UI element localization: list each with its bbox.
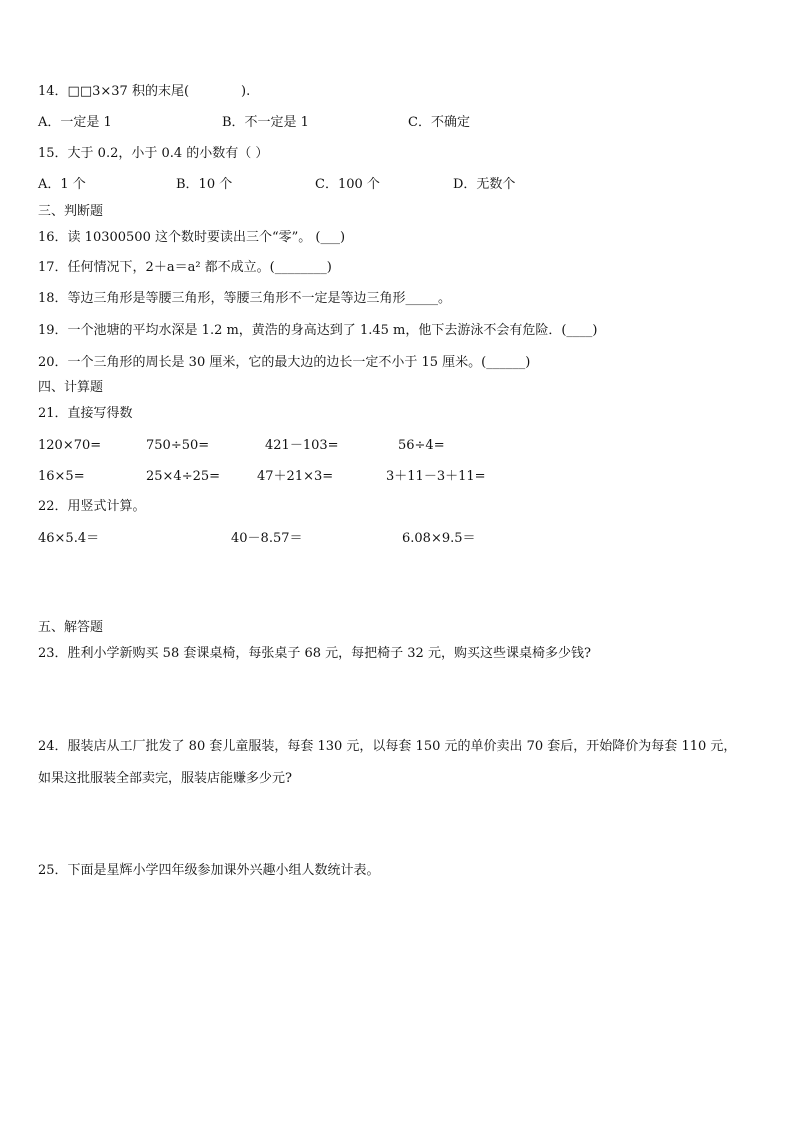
vertical-calc-item: 46×5.4＝: [38, 531, 100, 546]
question-23: 23．胜利小学新购买 58 套课桌椅，每张桌子 68 元，每把椅子 32 元，购买这些课桌椅多少钱?: [38, 646, 591, 661]
q14-option-a: A．一定是 1: [38, 115, 112, 130]
question-14: 14．□□3×37 积的末尾( ).: [38, 84, 251, 99]
calc-item: 16×5=: [38, 469, 85, 484]
q15-option-c: C．100 个: [315, 177, 380, 192]
question-24-line-2: 如果这批服装全部卖完，服装店能赚多少元?: [38, 771, 292, 786]
calc-item: 421－103=: [265, 438, 339, 453]
question-18: 18．等边三角形是等腰三角形，等腰三角形不一定是等边三角形_____。: [38, 291, 452, 306]
calc-item: 120×70=: [38, 438, 102, 453]
question-22: 22．用竖式计算。: [38, 499, 146, 514]
q15-option-d: D．无数个: [453, 177, 516, 192]
question-19: 19．一个池塘的平均水深是 1.2 m，黄浩的身高达到了 1.45 m，他下去游泳不会有危险．(____): [38, 323, 598, 338]
calc-item: 750÷50=: [146, 438, 210, 453]
section-judgement-title: 三、判断题: [38, 204, 104, 219]
vertical-calc-item: 6.08×9.5＝: [402, 531, 476, 546]
section-calculation-title: 四、计算题: [38, 380, 104, 395]
calc-item: 25×4÷25=: [146, 469, 221, 484]
vertical-calc-item: 40－8.57＝: [231, 531, 303, 546]
calc-item: 3＋11－3＋11=: [386, 469, 486, 484]
question-16: 16．读 10300500 这个数时要读出三个“零”。 (___): [38, 230, 346, 245]
question-15: 15．大于 0.2，小于 0.4 的小数有（ ）: [38, 146, 269, 161]
section-solutions-title: 五、解答题: [38, 620, 104, 635]
q15-option-a: A．1 个: [38, 177, 86, 192]
q14-option-c: C．不确定: [408, 115, 470, 130]
question-20: 20．一个三角形的周长是 30 厘米，它的最大边的边长一定不小于 15 厘米。(______): [38, 355, 531, 370]
q15-option-b: B．10 个: [176, 177, 233, 192]
calc-item: 56÷4=: [398, 438, 445, 453]
question-21: 21．直接写得数: [38, 406, 133, 421]
question-24-line-1: 24．服装店从工厂批发了 80 套儿童服装，每套 130 元，以每套 150 元的单价卖出 70 套后，开始降价为每套 110 元，: [38, 739, 737, 754]
question-17: 17．任何情况下，2＋a＝a² 都不成立。(________): [38, 260, 332, 275]
calc-item: 47＋21×3=: [257, 469, 334, 484]
q14-option-b: B．不一定是 1: [222, 115, 309, 130]
question-25: 25．下面是星辉小学四年级参加课外兴趣小组人数统计表。: [38, 863, 380, 878]
